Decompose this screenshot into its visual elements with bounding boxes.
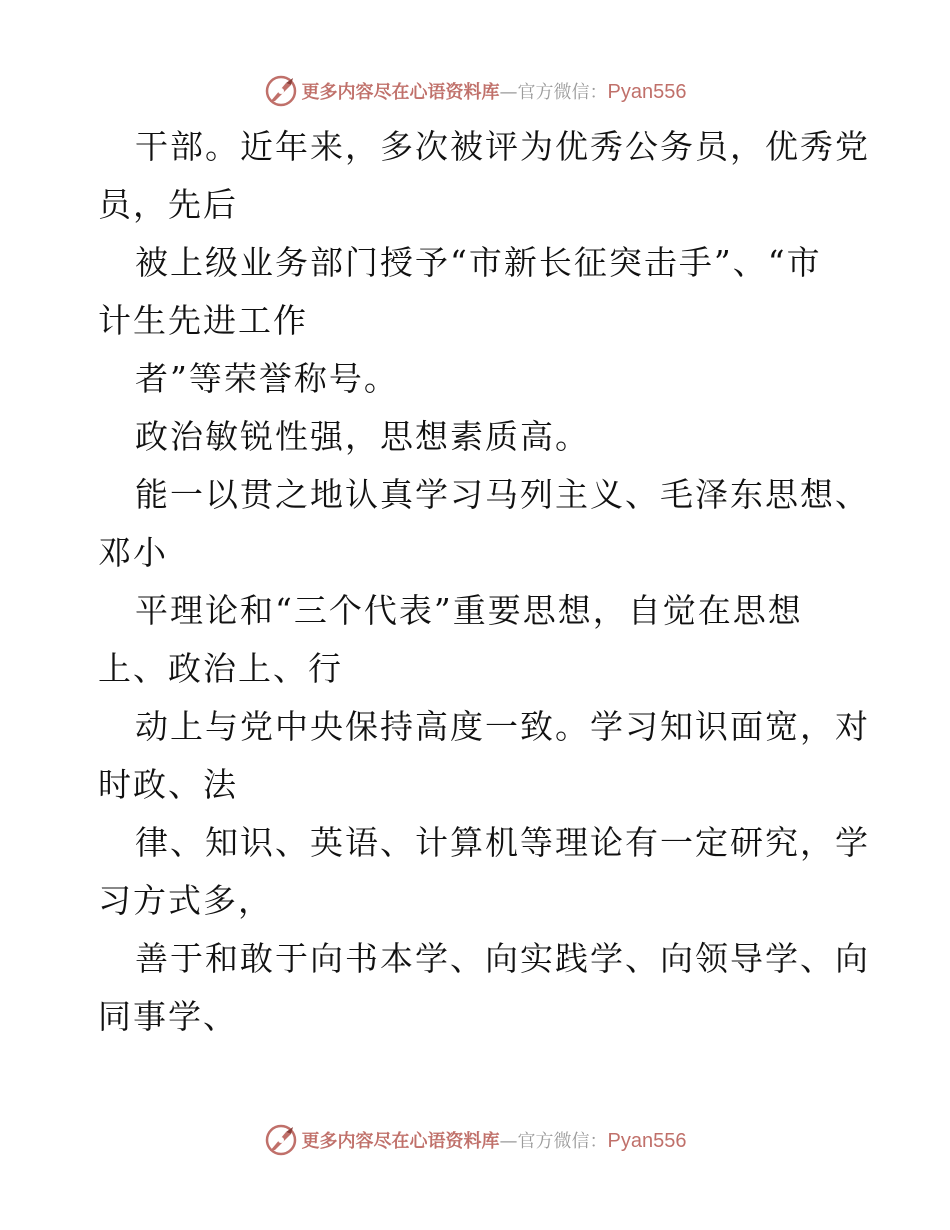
header-banner bbox=[0, 71, 950, 111]
body-line: 时政、法 bbox=[98, 765, 238, 804]
footer-banner-text bbox=[302, 1127, 687, 1153]
footer-banner-wechat-id: Pyan556 bbox=[607, 1130, 687, 1152]
body-line: 政治敏锐性强，思想素质高。 bbox=[135, 417, 590, 456]
body-line: 者”等荣誉称号。 bbox=[135, 359, 399, 398]
body-line: 律、知识、英语、计算机等理论有一定研究，学 bbox=[135, 823, 870, 862]
body-line: 能一以贯之地认真学习马列主义、毛泽东思想、 bbox=[135, 475, 870, 514]
body-line: 善于和敢于向书本学、向实践学、向领导学、向 bbox=[135, 939, 870, 978]
footer-banner bbox=[0, 1120, 950, 1160]
header-banner-separator: — bbox=[499, 82, 518, 103]
header-banner-text bbox=[302, 78, 687, 104]
body-line: 平理论和“三个代表”重要思想，自觉在思想 bbox=[135, 591, 803, 630]
body-line: 上、政治上、行 bbox=[98, 649, 343, 688]
quill-pen-logo-icon bbox=[264, 1123, 298, 1157]
header-banner-main: 更多内容尽在心语资料库 bbox=[301, 82, 500, 103]
body-line: 被上级业务部门授予“市新长征突击手”、“市 bbox=[135, 243, 822, 282]
body-line: 员，先后 bbox=[98, 185, 238, 224]
footer-banner-main: 更多内容尽在心语资料库 bbox=[301, 1131, 500, 1152]
body-line: 干部。近年来，多次被评为优秀公务员，优秀党 bbox=[135, 127, 870, 166]
quill-pen-logo-icon bbox=[264, 74, 298, 108]
header-banner-wechat-label: 官方微信： bbox=[517, 82, 608, 103]
footer-banner-wechat-label: 官方微信： bbox=[517, 1131, 608, 1152]
body-line: 计生先进工作 bbox=[98, 301, 308, 340]
footer-banner-separator: — bbox=[499, 1131, 518, 1152]
body-line: 邓小 bbox=[98, 533, 168, 572]
body-line: 同事学、 bbox=[98, 997, 238, 1036]
header-banner-wechat-id: Pyan556 bbox=[607, 81, 687, 103]
body-line: 动上与党中央保持高度一致。学习知识面宽，对 bbox=[135, 707, 870, 746]
body-line: 习方式多， bbox=[98, 881, 273, 920]
